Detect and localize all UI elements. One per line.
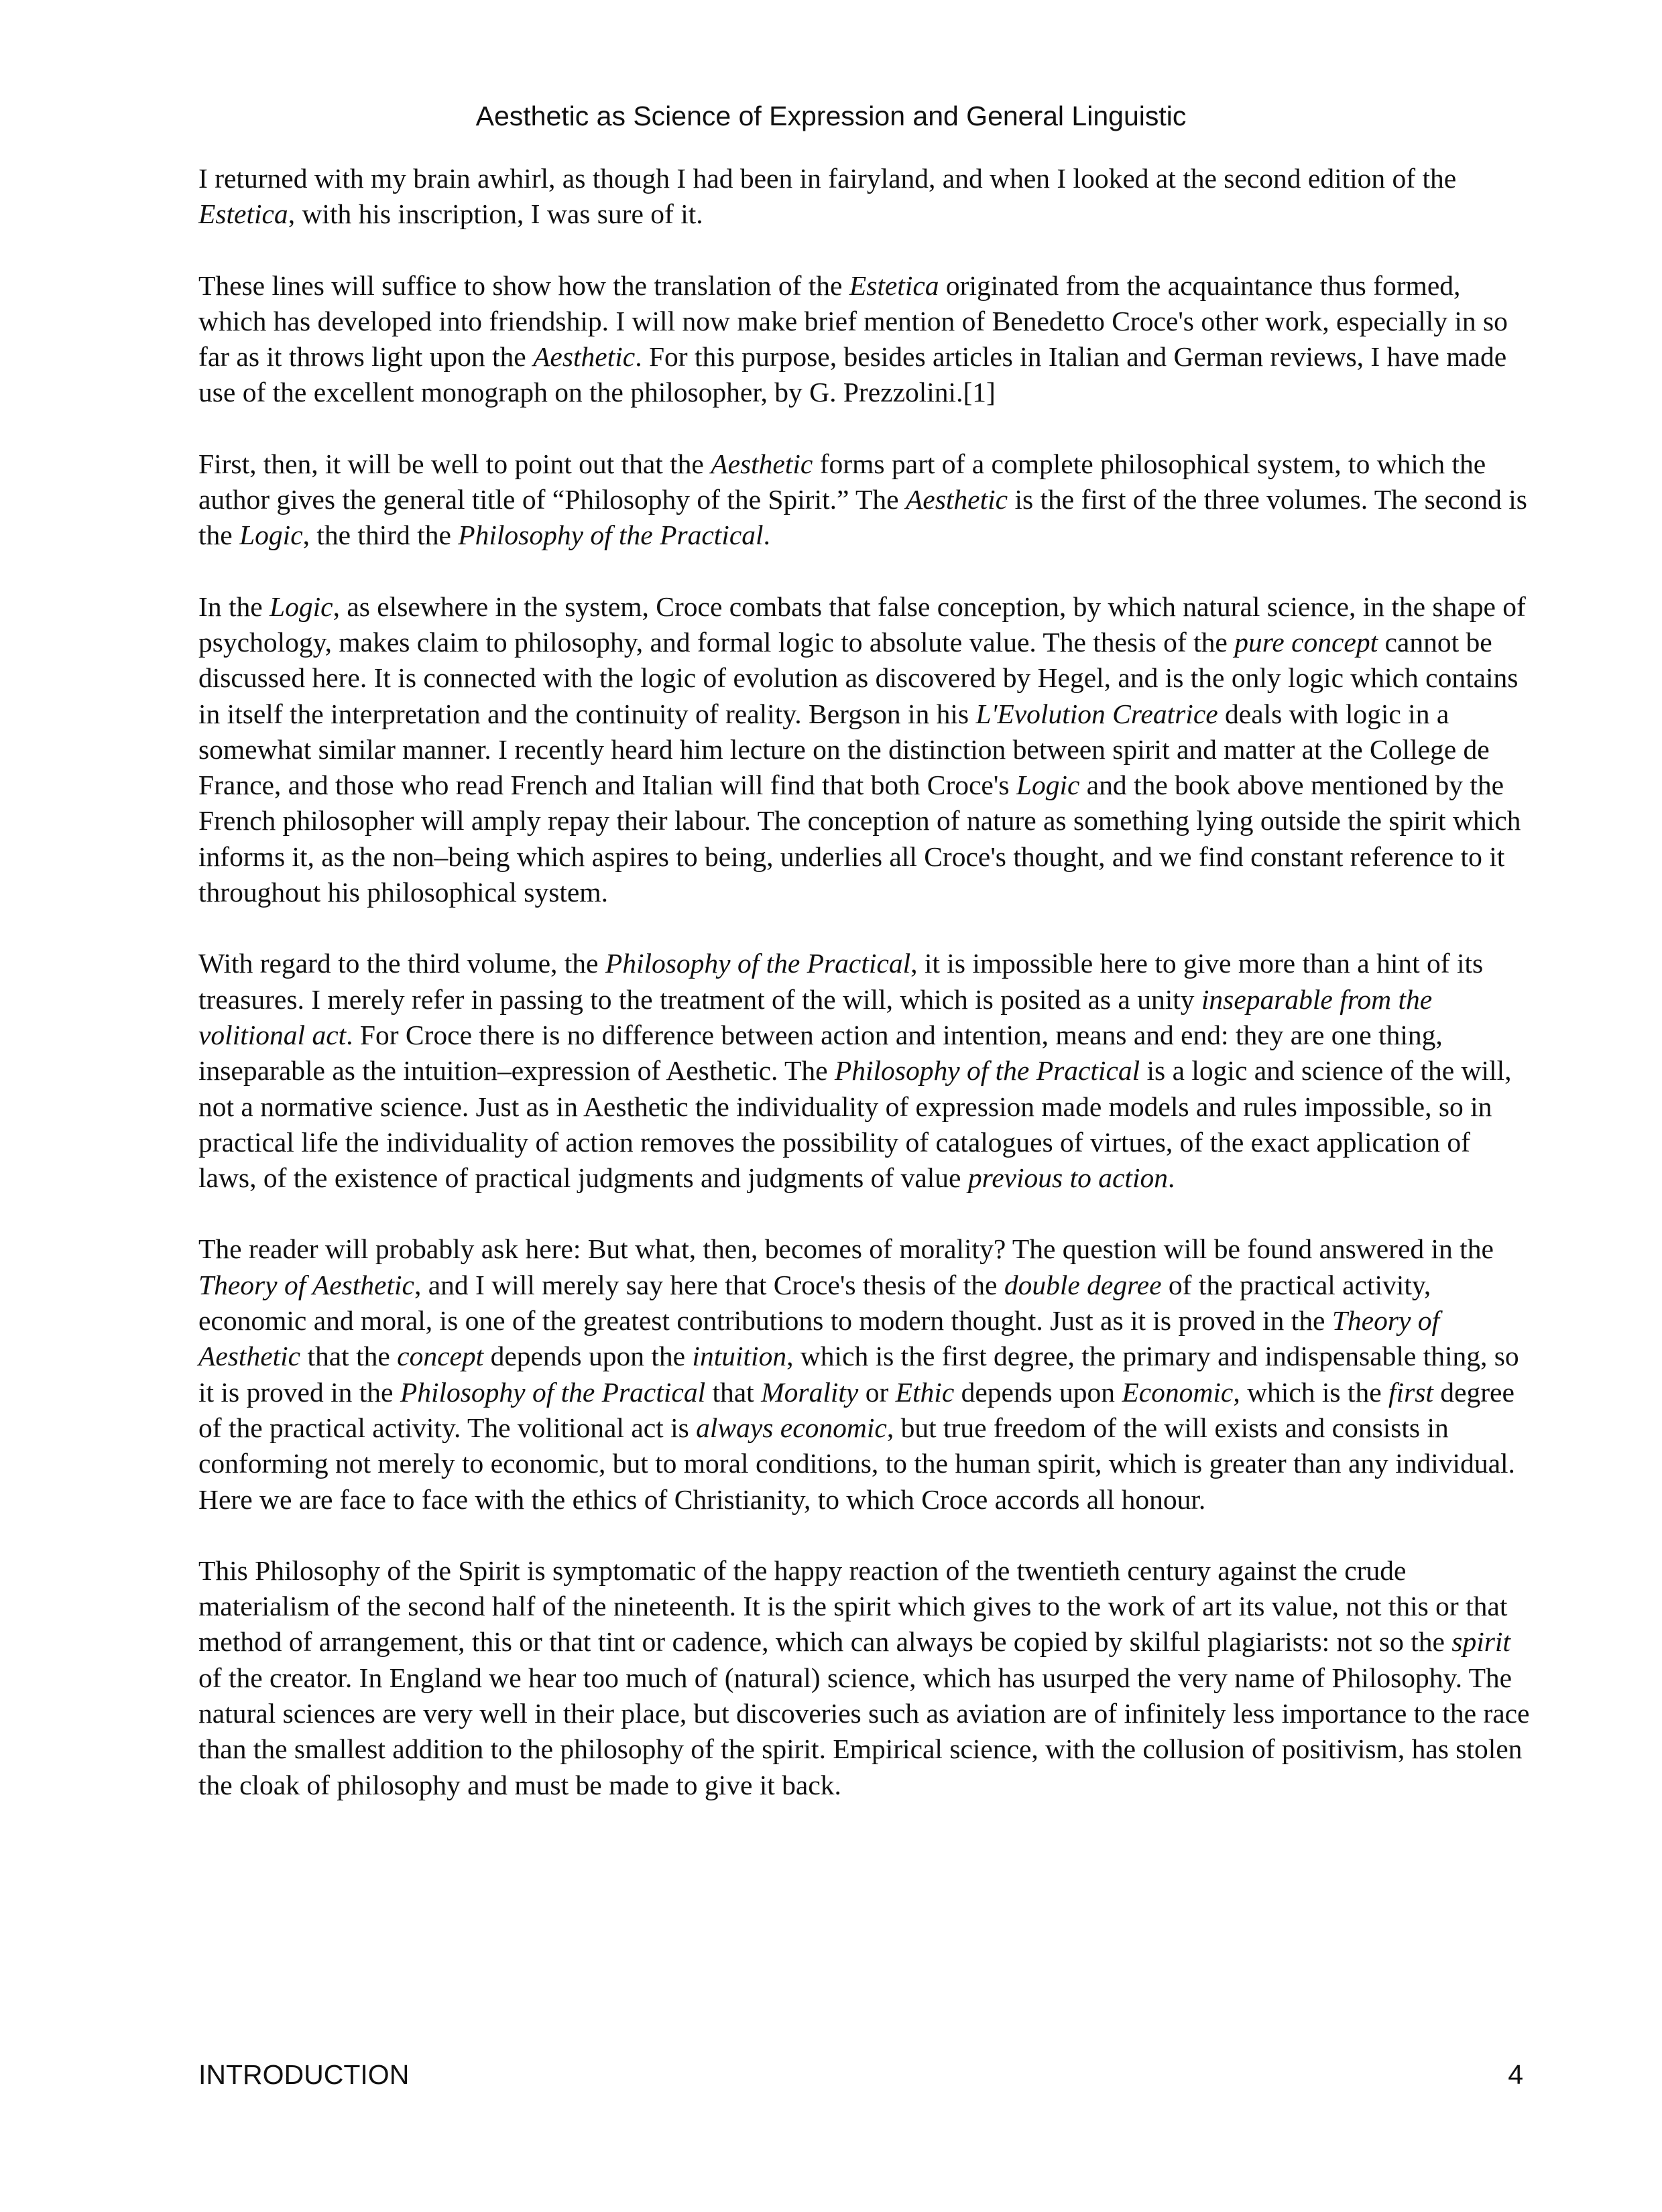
italic-run: Philosophy of the Practical (834, 1055, 1140, 1087)
italic-run: inseparable from the volitional act (198, 983, 1433, 1050)
paragraph-logic (198, 589, 1533, 911)
footer-section-label: INTRODUCTION (198, 2059, 410, 2090)
italic-run: Theory of Aesthetic (198, 1269, 414, 1300)
running-head-title: Aesthetic as Science of Expression and General Linguistic (475, 101, 1187, 131)
italic-run: L'Evolution Creatrice (975, 698, 1218, 729)
italic-run: Ethic (895, 1376, 955, 1408)
text-run: , and I will merely say here that Croce's thesis of the (414, 1269, 1004, 1300)
italic-run: Estetica (198, 198, 288, 230)
paragraph-morality (198, 1231, 1533, 1517)
text-run: This Philosophy of the Spirit is symptomatic of the happy reaction of the twentieth century against the crude materialism of the second half of the nineteenth. It is the spirit which gives to the work of art its value, not this or that method of arrangement, this or that tint or cadence, which can always be copied by skilful plagiarists: not so the (198, 1554, 1508, 1658)
footer-page-number: 4 (1508, 2059, 1523, 2090)
text-run: , as elsewhere in the system, Croce combats that false conception, by which natural science, in the shape of psychology, makes claim to philosophy, and formal logic to absolute value. The thesis of the (198, 591, 1526, 658)
text-run: originated from the acquaintance thus formed, which has developed into friendship. I will now make brief mention of Benedetto Croce's other work, especially in so far as it throws light upon the (198, 269, 1508, 373)
italic-run: Morality (761, 1376, 859, 1408)
italic-run: intuition (692, 1341, 787, 1372)
italic-run: Logic (1016, 770, 1080, 801)
italic-run: Aesthetic (711, 448, 813, 479)
text-run: , it is impossible here to give more than a hint of its treasures. I merely refer in passing to the treatment of the will, which is posited as a unity (198, 948, 1484, 1015)
italic-run: Estetica (849, 269, 939, 301)
text-run: and the book above mentioned by the French philosopher will amply repay their labour. The conception of nature as something lying outside the spirit which informs it, as the non–being which aspires to being, underlies all Croce's thought, and we find constant reference to it throughout his philosophical system. (198, 770, 1521, 908)
text-run: , but true freedom of the will exists and consists in conforming not merely to economic, but to moral conditions, to the human spirit, which is greater than any individual. Here we are face to face with the ethics of Christianity, to which Croce accords all honour. (198, 1412, 1515, 1515)
italic-run: Economic (1122, 1376, 1234, 1408)
italic-run: always economic (696, 1412, 887, 1443)
paragraph-philosophy-of-spirit (198, 446, 1533, 554)
italic-run: Theory of Aesthetic (198, 1305, 1440, 1372)
text-run: is the first of the three volumes. The second is the (198, 484, 1527, 551)
italic-run: concept (397, 1341, 484, 1372)
text-run: , with his inscription, I was sure of it. (288, 198, 703, 230)
text-run: . (1167, 1162, 1175, 1194)
text-run: depends upon (954, 1376, 1122, 1408)
text-run: First, then, it will be well to point out that the (198, 448, 711, 479)
text-run: deals with logic in a somewhat similar manner. I recently heard him lecture on the distinction between spirit and matter at the College de France, and those who read French and Italian will find that both Croce's (198, 698, 1490, 801)
text-run: forms part of a complete philosophical system, to which the author gives the general title of “Philosophy of the Spirit.” The (198, 448, 1486, 515)
text-run: cannot be discussed here. It is connected with the logic of evolution as discovered by Hegel, and is the only logic which contains in itself the interpretation and the continuity of reality. Bergson in his (198, 626, 1519, 729)
text-run: of the creator. In England we hear too much of (natural) science, which has usurped the very name of Philosophy. The natural sciences are very well in their place, but discoveries such as aviation are of infinitely less importance to the race than the smallest addition to the philosophy of the spirit. Empirical science, with the collusion of positivism, has stolen the cloak of philosophy and must be made to give it back. (198, 1662, 1530, 1800)
text-run: , which is the (1233, 1376, 1389, 1408)
text-run: I returned with my brain awhirl, as though I had been in fairyland, and when I looked at the second edition of the (198, 163, 1457, 194)
italic-run: pure concept (1234, 626, 1378, 658)
italic-run: Logic (239, 519, 303, 551)
italic-run: first (1388, 1376, 1433, 1408)
italic-run: Philosophy of the Practical (605, 948, 911, 979)
text-run: degree of the practical activity. The volitional act is (198, 1376, 1515, 1443)
text-run: . For Croce there is no difference between action and intention, means and end: they are one thing, inseparable as the intuition–expression of Aesthetic. The (198, 1019, 1443, 1087)
italic-run: Aesthetic (905, 484, 1008, 515)
italic-run: double degree (1004, 1269, 1162, 1300)
body-text (198, 161, 1533, 1803)
text-run: or (858, 1376, 896, 1408)
italic-run: previous to action (967, 1162, 1168, 1194)
text-run: , the third the (302, 519, 459, 551)
italic-run: spirit (1451, 1626, 1510, 1658)
text-run: The reader will probably ask here: But what, then, becomes of morality? The question will be found answered in the (198, 1233, 1494, 1265)
italic-run: Philosophy of the Practical (458, 519, 764, 551)
paragraph-translation-origin (198, 268, 1533, 411)
text-run: , which is the first degree, the primary and indispensable thing, so it is proved in the (198, 1341, 1519, 1408)
italic-run: Logic (270, 591, 333, 622)
text-run: . (763, 519, 770, 551)
paragraph-practical (198, 946, 1533, 1196)
text-run: is a logic and science of the will, not a normative science. Just as in Aesthetic the individuality of expression made models and rules impossible, so in practical life the individuality of action removes the possibility of catalogues of virtues, of the exact application of laws, of the existence of practical judgments and judgments of value (198, 1055, 1512, 1194)
text-run: These lines will suffice to show how the translation of the (198, 269, 849, 301)
text-run: that (705, 1376, 762, 1408)
italic-run: Philosophy of the Practical (400, 1376, 706, 1408)
text-run: that the (300, 1341, 398, 1372)
italic-run: Aesthetic (533, 341, 636, 373)
text-run: . For this purpose, besides articles in Italian and German reviews, I have made use of the excellent monograph on the philosopher, by G. Prezzolini.[1] (198, 341, 1507, 408)
text-run: of the practical activity, economic and moral, is one of the greatest contributions to modern thought. Just as it is proved in the (198, 1269, 1431, 1337)
text-run: depends upon the (483, 1341, 693, 1372)
paragraph-return-from-visit (198, 161, 1533, 233)
text-run: In the (198, 591, 270, 622)
text-run: With regard to the third volume, the (198, 948, 605, 979)
paragraph-reaction (198, 1553, 1533, 1803)
